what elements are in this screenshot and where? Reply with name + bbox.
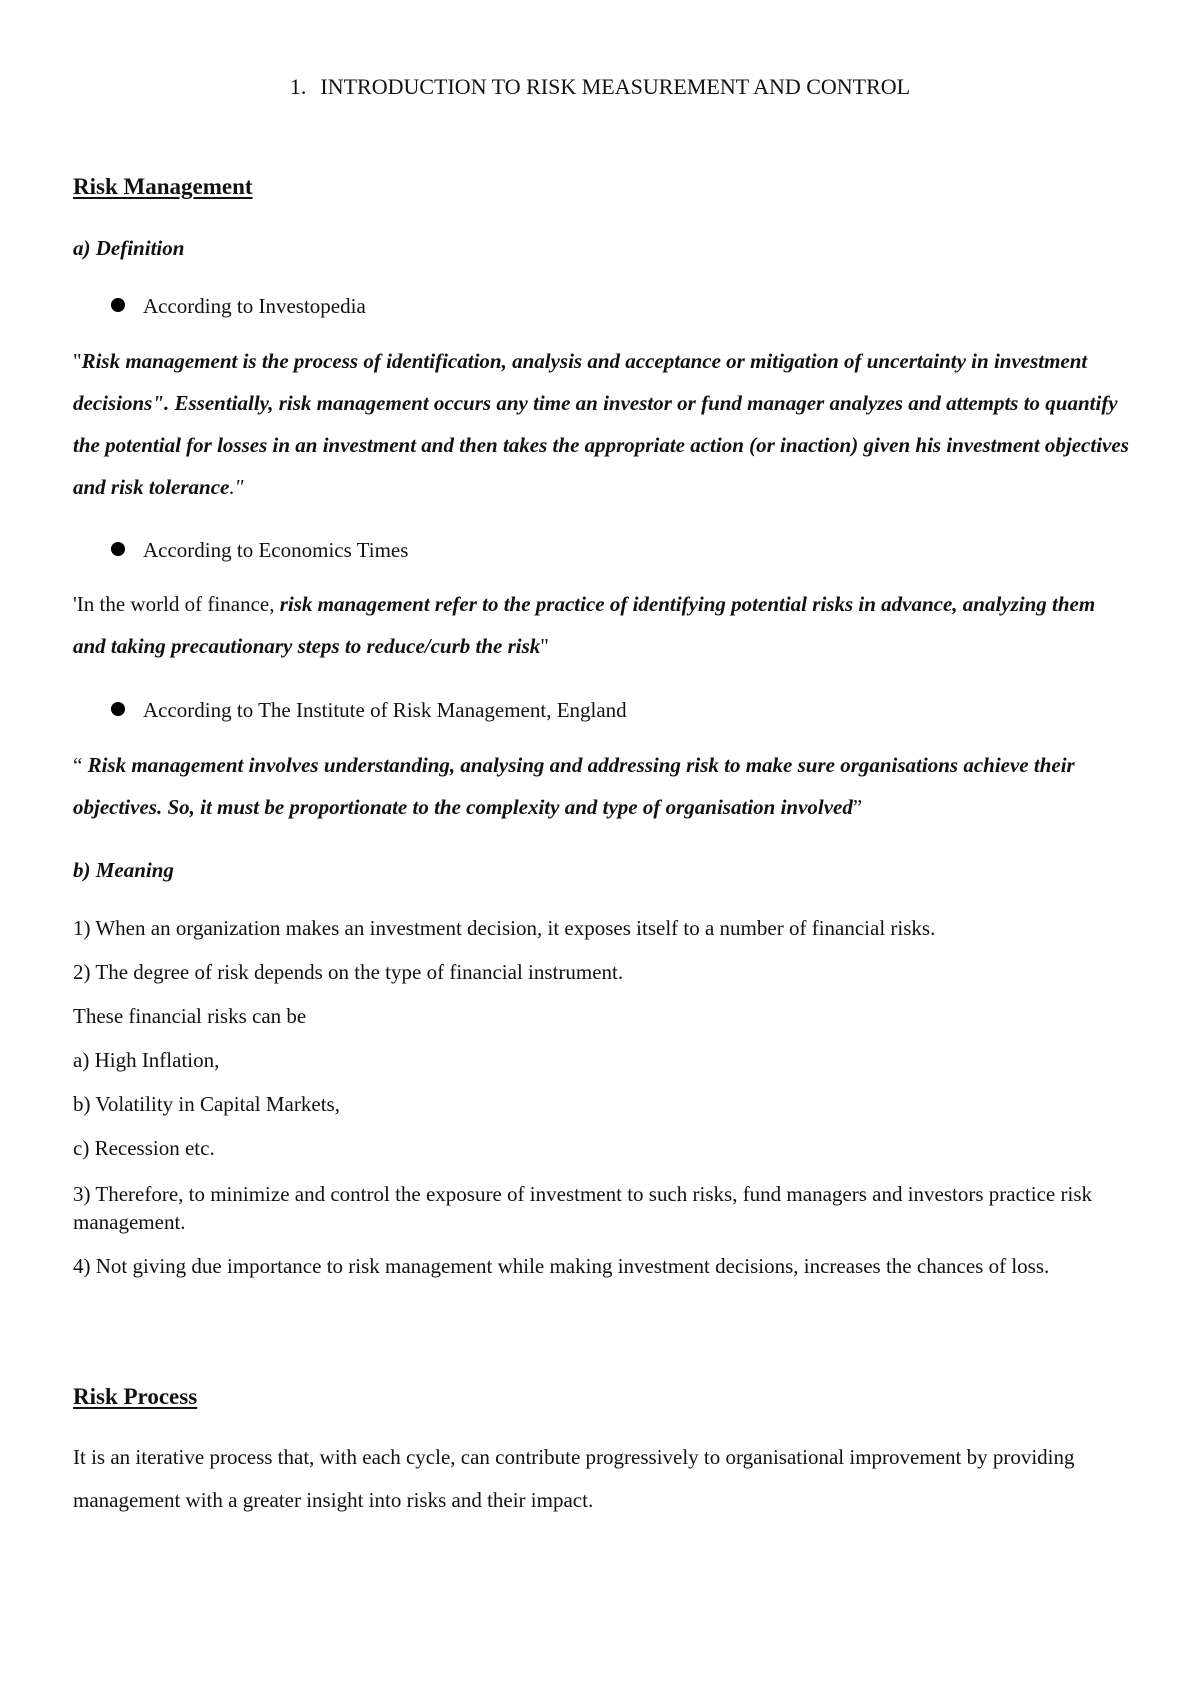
meaning-label: b) Meaning xyxy=(73,858,174,882)
bullet-investopedia-text: According to Investopedia xyxy=(143,294,366,318)
quote-close-mark: ." xyxy=(229,475,244,499)
bullet-economics-times xyxy=(111,538,408,563)
quote-open-mark: “ xyxy=(73,753,88,777)
meaning-point-1: 1) When an organization makes an investment decision, it exposes itself to a number of financial risks. xyxy=(73,916,936,940)
quote-economics-times xyxy=(73,583,1133,667)
heading-risk-management: Risk Management xyxy=(73,174,253,199)
bullet-dot xyxy=(111,298,125,312)
quote-irm xyxy=(73,744,1133,828)
risk-item-a: a) High Inflation, xyxy=(73,1048,220,1072)
heading-risk-process: Risk Process xyxy=(73,1384,198,1409)
meaning-point-4: 4) Not giving due importance to risk management while making investment decisions, increases the chances of loss. xyxy=(73,1254,1050,1278)
bullet-investopedia xyxy=(111,294,366,319)
risk-item-b: b) Volatility in Capital Markets, xyxy=(73,1092,340,1116)
bullet-irm xyxy=(111,698,627,723)
bullet-dot xyxy=(111,702,125,716)
quote-investopedia-text: Risk management is the process of identification, analysis and acceptance or mitigation of uncertainty in investment decisions". Essentially, risk management occurs any time an investor or fund manager analyzes and attempts to quantify the potential for losses in an investment and then takes the appropriate action (or inaction) given his investment objectives and risk tolerance xyxy=(73,349,1129,499)
document-title xyxy=(0,74,1200,100)
quote-close-mark: ” xyxy=(852,795,863,819)
title-text: INTRODUCTION TO RISK MEASUREMENT AND CONTROL xyxy=(320,74,911,99)
quote-plain-intro: 'In the world of finance, xyxy=(73,592,280,616)
quote-investopedia xyxy=(73,340,1133,508)
bullet-economics-times-text: According to Economics Times xyxy=(143,538,409,562)
meaning-point-3: 3) Therefore, to minimize and control the exposure of investment to such risks, fund managers and investors practice risk management. xyxy=(73,1182,1092,1234)
bullet-dot xyxy=(111,542,125,556)
risk-process-text: It is an iterative process that, with each cycle, can contribute progressively to organisational improvement by providing management with a greater insight into risks and their impact. xyxy=(73,1445,1075,1512)
quote-open-mark: " xyxy=(73,349,82,373)
meaning-point-2: 2) The degree of risk depends on the type of financial instrument. xyxy=(73,960,624,984)
risks-intro: These financial risks can be xyxy=(73,1004,307,1028)
quote-economics-times-text: risk management refer to the practice of identifying potential risks in advance, analyzing them and taking precautionary steps to reduce/curb the risk xyxy=(73,592,1096,658)
quote-irm-text: Risk management involves understanding, analysing and addressing risk to make sure organisations achieve their objectives. So, it must be proportionate to the complexity and type of organisation involved xyxy=(73,753,1075,819)
definition-label: a) Definition xyxy=(73,236,185,260)
risk-item-c: c) Recession etc. xyxy=(73,1136,215,1160)
quote-close-mark: " xyxy=(540,634,549,658)
bullet-irm-text: According to The Institute of Risk Management, England xyxy=(143,698,627,722)
title-number: 1. xyxy=(289,74,307,99)
